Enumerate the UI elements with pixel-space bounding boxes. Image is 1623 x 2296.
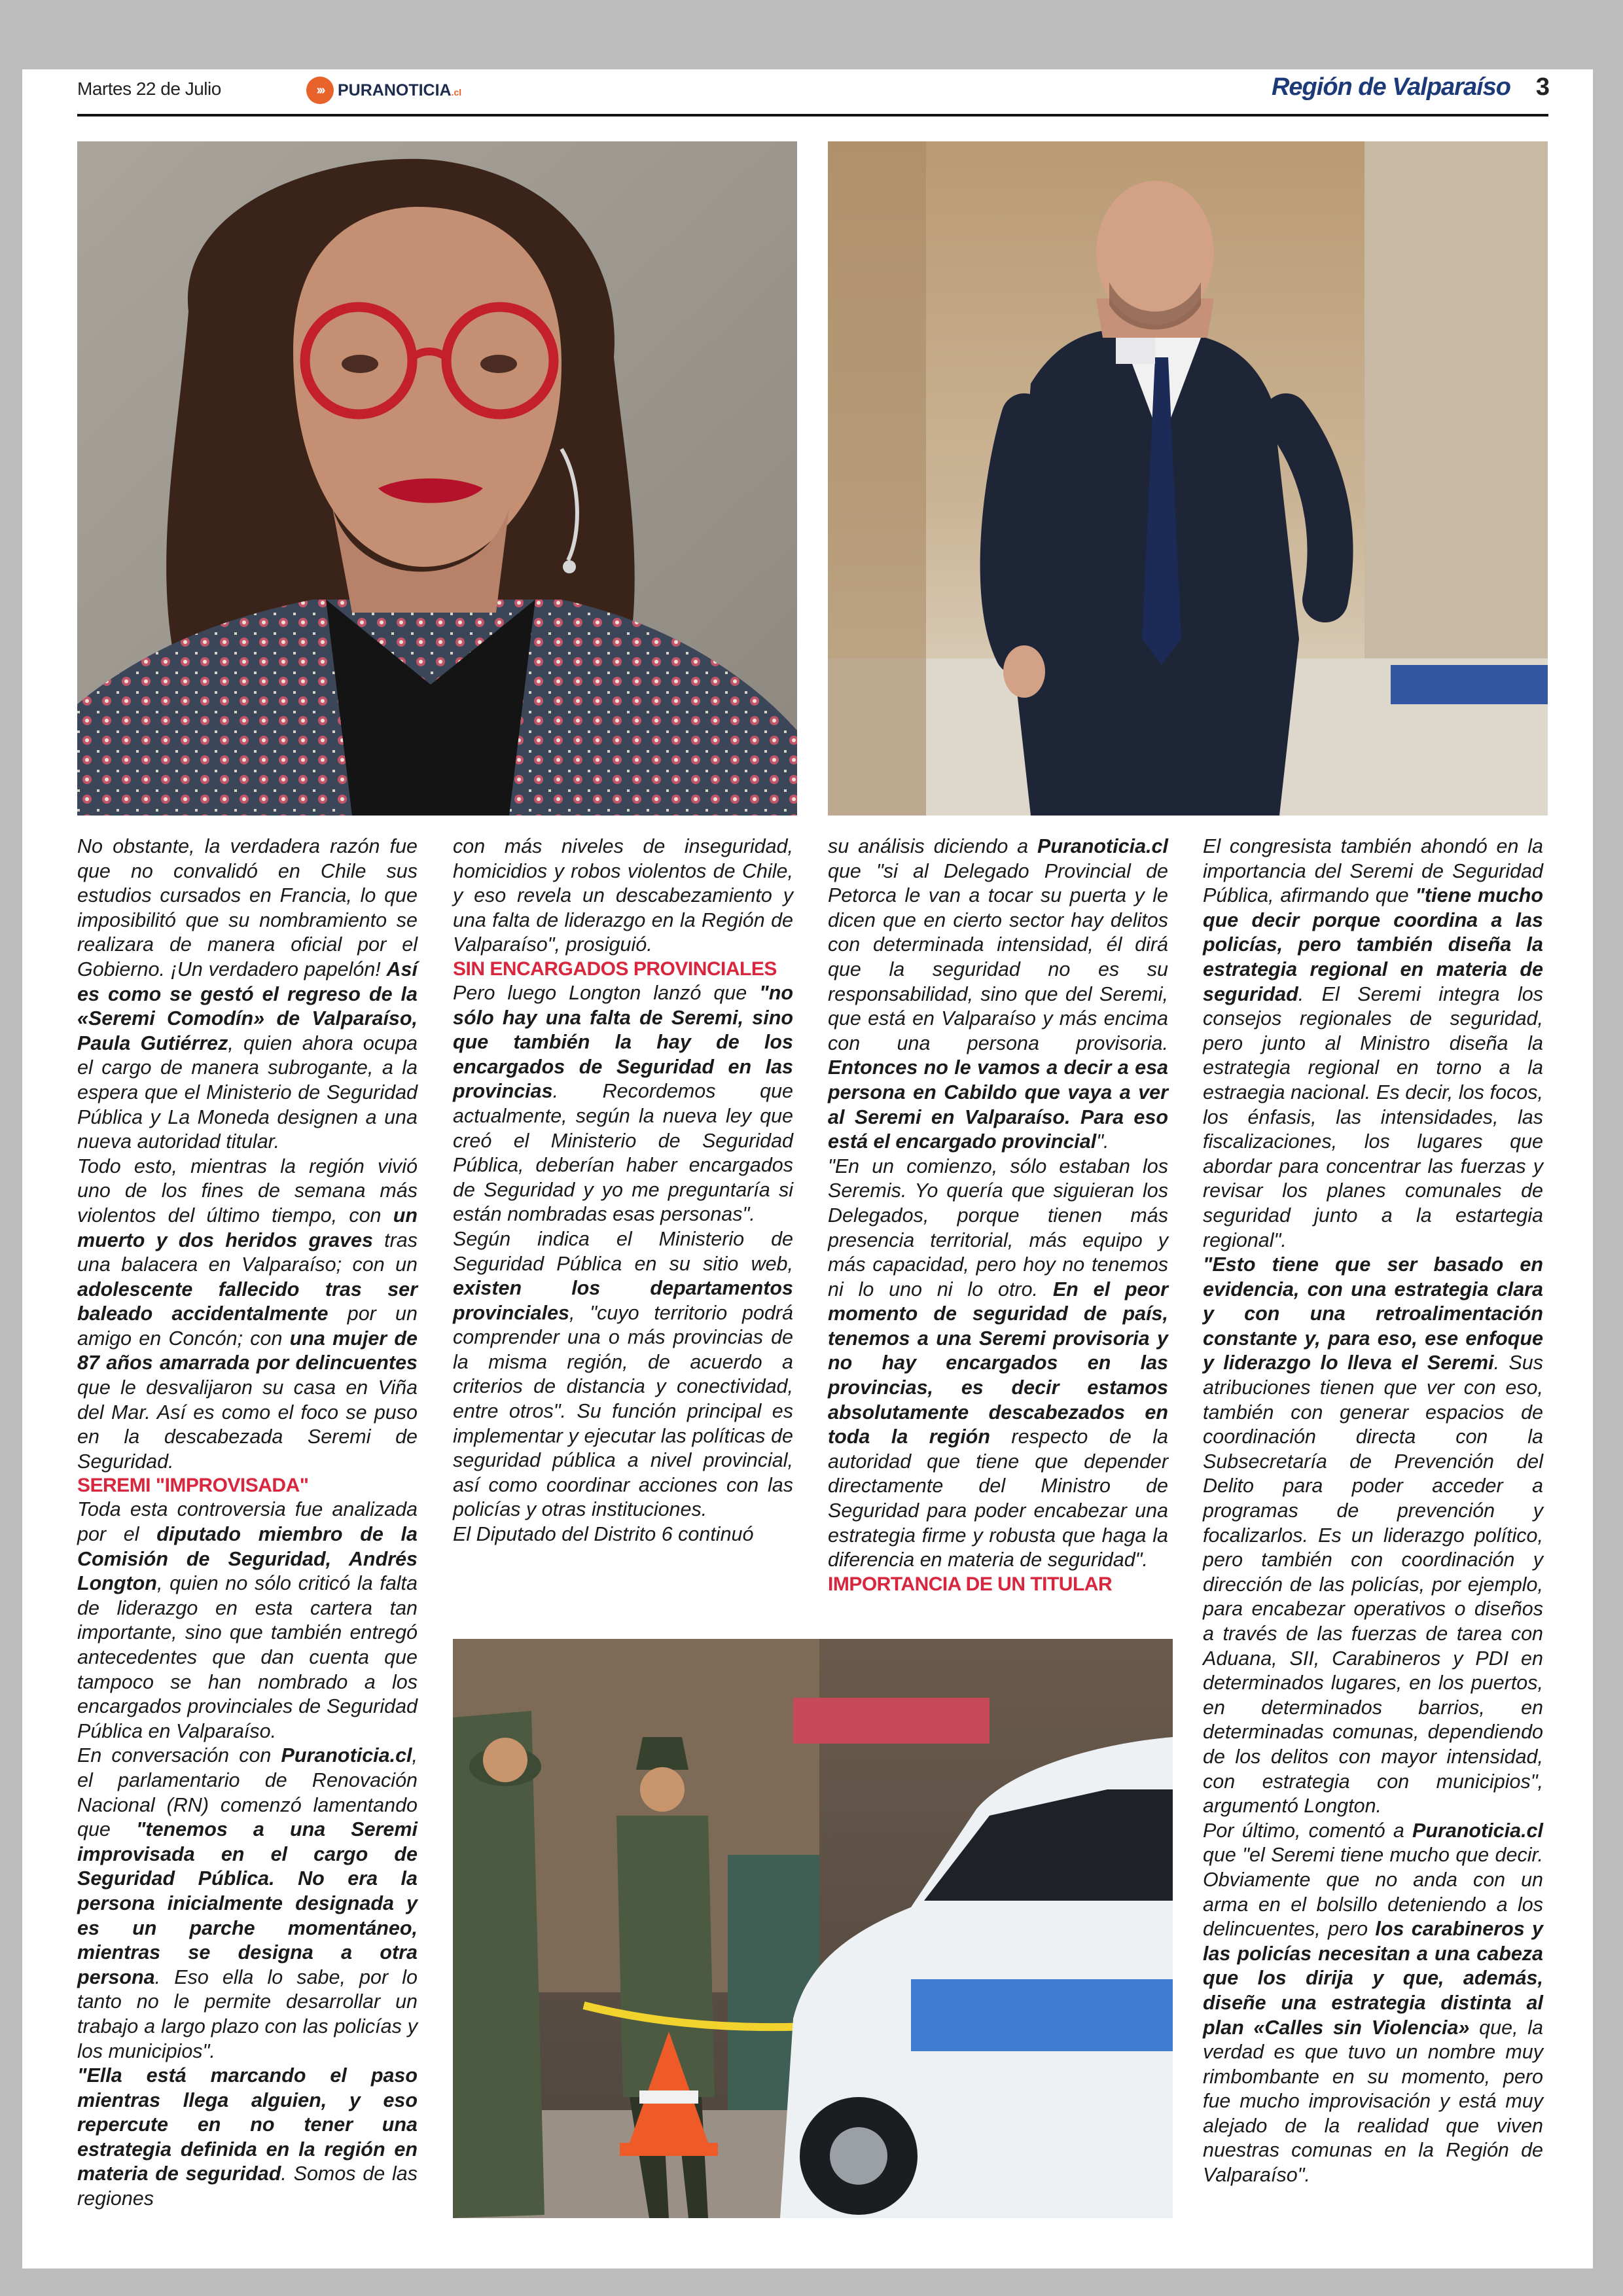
paragraph: Según indica el Ministerio de Seguridad Pública en su sitio web, existen los departamentos provinciales, "cuyo territorio podrá comprender una o más provincias de la misma región, de acuerdo a criterios de distancia y conectividad, entre otros". Su función principal es implementar y ejecutar las políticas de seguridad pública a nivel provincial, así como coordinar acciones con las policías y otras instituciones. [453,1227,793,1521]
police-scene-illustration [453,1639,1173,2218]
article-column-1 [77,834,418,2212]
page-header [77,73,1550,119]
paragraph: Toda esta controversia fue analizada por el diputado miembro de la Comisión de Seguridad, Andrés Longton, quien no sólo criticó la falta de liderazgo en esta cartera tan importante, sino que también entregó antecedentes que dan cuenta que tampoco se han nombrado a los encargados provinciales de Seguridad Pública en Valparaíso. [77,1498,418,1742]
logo-suffix: .cl [451,86,462,98]
paragraph: Por último, comentó a Puranoticia.cl que "el Seremi tiene mucho que decir. Obviamente que no anda con un arma en el bolsillo deteniendo a los delincuentes, pero los carabineros y las policías necesitan a una cabeza que los dirija y que, además, diseñe una estrategia distinta al plan «Calles sin Violencia» que, la verdad es que tuvo un nombre muy rimbombante en su momento, pero fue mucho improvisación y está muy alejado de la realidad que viven nuestras comunas en la Región de Valparaíso". [1203,1819,1543,2187]
page-number: 3 [1535,73,1550,101]
subheading-importancia: IMPORTANCIA DE UN TITULAR [828,1573,1113,1595]
paragraph: "En un comienzo, sólo estaban los Seremis. Yo quería que siguieran los Delegados, porque tienen más presencia territorial, más equipo y más capacidad, pero hoy no tenemos ni lo uno ni lo otro. En el peor momento de seguridad de país, tenemos a una Seremi provisoria y no hay encargados en las provincias, es decir estamos absolutamente descabezados en toda la región respecto de la autoridad que tiene que depender directamente del Ministro de Seguridad para poder encabezar una estrategia firme y robusta que haga la diferencia en materia de seguridad". [828,1155,1169,1571]
article-column-3 [828,834,1168,1596]
section-title: Región de Valparaíso [1271,73,1510,101]
paragraph: "Ella está marcando el paso mientras llega alguien, y eso repercute en no tener una estrategia definida en la región en materia de seguridad. Somos de las regiones [77,2064,418,2210]
paragraph: su análisis diciendo a Puranoticia.cl que "si al Delegado Provincial de Petorca le van a tocar su puerta y le dicen que en cierto sector hay delitos con determinada intensidad, él dirá que la seguridad no es su responsabilidad, sino que del Seremi, que está en Valparaíso y más encima con una persona provisoria. Entonces no le vamos a decir a esa persona en Cabildo que vaya a ver al Seremi en Valparaíso. Para eso está el encargado provincial". [828,835,1168,1153]
photo-man-walking [828,141,1548,816]
logo-arrows-icon: ››› [306,77,334,104]
photo-woman-portrait [77,141,797,816]
paragraph: El Diputado del Distrito 6 continuó [453,1523,754,1546]
subheading-seremi-improvisada: SEREMI "IMPROVISADA" [77,1475,309,1497]
paragraph: con más niveles de inseguridad, homicidios y robos violentos de Chile, y eso revela un descabezamiento y una falta de liderazgo en la Región de Valparaíso", prosiguió. [453,835,793,956]
header-rule [77,114,1548,117]
paragraph: "Esto tiene que ser basado en evidencia, con una estrategia clara y con una retroalimentación constante y, para eso, ese enfoque y liderazgo lo lleva el Seremi. Sus atribuciones tienen que ver con eso, también con generar espacios de coordinación directa con la Subsecretaría de Prevención del Delito para poder acceder a programas de prevención y focalizarlos. Es un liderazgo político, pero también con coordinación y dirección de las policías, por ejemplo, para encabezar operativos o diseños a través de las fuerzas de tarea con Aduana, SII, Carabineros y PDI en determinados lugares, en los puertos, en determinados barrios, en determinadas comunas, dependiendo de los delitos con mayor intensidad, con estrategia con municipios", argumentó Longton. [1203,1253,1543,1818]
paragraph: Pero luego Longton lanzó que "no sólo hay una falta de Seremi, sino que también la hay de los encargados de Seguridad en las provincias. Recordemos que actualmente, según la nueva ley que creó el Ministerio de Seguridad Pública, deberían haber encargados de Seguridad y yo me preguntaría si están nombradas esas personas". [453,981,793,1226]
article-column-2 [453,834,793,1547]
subheading-sin-encargados: SIN ENCARGADOS PROVINCIALES [453,958,777,980]
portrait-illustration [77,141,797,816]
logo-text: PURANOTICIA [338,81,452,99]
paragraph: En conversación con Puranoticia.cl, el parlamentario de Renovación Nacional (RN) comenzó lamentando que "tenemos a una Seremi improvisada en el cargo de Seguridad Pública. No era la persona inicialmente designada y es un parche momentáneo, mientras se designa a otra persona. Eso ella lo sabe, por lo tanto no le permite desarrollar un trabajo a largo plazo con las policías y los municipios". [77,1744,418,2062]
publication-logo [306,76,461,105]
photo-police-scene [453,1639,1173,2218]
man-walking-illustration [828,141,1548,816]
issue-date: Martes 22 de Julio [77,79,221,99]
article-column-4 [1203,834,1543,2188]
paragraph: No obstante, la verdadera razón fue que no convalidó en Chile sus estudios cursados en Francia, lo que imposibilitó que su nombramiento se realizara de manera oficial por el Gobierno. ¡Un verdadero papelón! Así es como se gestó el regreso de la «Seremi Comodín» de Valparaíso, Paula Gutiérrez, quien ahora ocupa el cargo de manera subrogante, a la espera que el Ministerio de Seguridad Pública y La Moneda designen a una nueva autoridad titular. [77,835,418,1153]
paragraph: El congresista también ahondó en la importancia del Seremi de Seguridad Pública, afirmando que "tiene mucho que decir porque coordina a las policías, pero también diseña la estrategia regional en materia de seguridad. El Seremi integra los consejos regionales de seguridad, pero junto al Ministro diseña la estrategia regional en torno a la estraegia nacional. Es decir, los focos, los énfasis, las intensidades, las fiscalizaciones, los lugares que abordar para concentrar las fuerzas y revisar los planes comunales de seguridad junto a la estartegia regional". [1203,835,1543,1251]
paragraph: Todo esto, mientras la región vivió uno de los fines de semana más violentos del último tiempo, con un muerto y dos heridos graves tras una balacera en Valparaíso; con un adolescente fallecido tras ser baleado accidentalmente por un amigo en Concón; con una mujer de 87 años amarrada por delincuentes que le desvalijaron su casa en Viña del Mar. Así es como el foco se puso en la descabezada Seremi de Seguridad. [77,1155,418,1473]
